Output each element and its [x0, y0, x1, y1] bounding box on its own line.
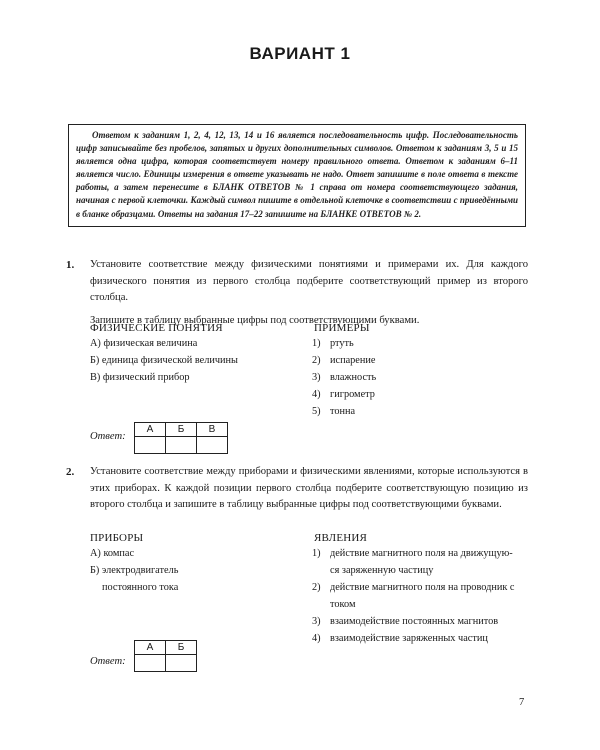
task-1-answer-label: Ответ:: [90, 431, 126, 442]
instructions-box: [68, 124, 526, 227]
list-item: 3) взаимодействие постоянных магнитов: [312, 616, 499, 627]
task-1-text-block: [90, 257, 528, 329]
task-2-answer-label: Ответ:: [90, 656, 126, 667]
list-item: 1) действие магнитного поля на движущую-: [312, 548, 513, 559]
task-1-left-heading: ФИЗИЧЕСКИЕ ПОНЯТИЯ: [90, 322, 223, 334]
list-item: 5) тонна: [312, 406, 356, 417]
list-item: В) физический прибор: [90, 372, 190, 383]
list-item: 2) действие магнитного поля на проводник с: [312, 582, 515, 593]
task-1-text-2: Запишите в таблицу выбранные цифры под соответствующими буквами.: [90, 314, 420, 326]
answer-col-head: Б: [166, 423, 197, 437]
task-1-right-list: [312, 335, 376, 420]
answer-cell[interactable]: [166, 437, 197, 454]
page-title: ВАРИАНТ 1: [249, 44, 351, 63]
list-item: постоянного тока: [102, 582, 179, 593]
task-1-right-heading: ПРИМЕРЫ: [314, 322, 370, 334]
task-1-answer-table: [134, 422, 228, 454]
list-item: 1) ртуть: [312, 338, 354, 349]
list-item: током: [330, 599, 356, 610]
task-1-number: 1.: [66, 259, 75, 271]
instructions-text: Ответом к заданиям 1, 2, 4, 12, 13, 14 и 16 является последовательность цифр. Последовательность цифр записывайте без пробелов, запятых и других дополнительных символов. Ответом к заданиям 3, 5 и 15 является одна цифра, которая соответствует номеру правильного ответа. Ответом к заданиям 6–11 является число. Единицы измерения в ответе указывать не надо. Ответ запишите в поле ответа в тексте работы, а затем перенесите в БЛАНК ОТВЕТОВ № 1 справа от номера соответствующего задания, начиная с первой клеточки. Каждый символ пишите в отдельной клеточке в соответствии с приведёнными в бланке образцами. Ответы на задания 17–22 запишите на БЛАНКЕ ОТВЕТОВ № 2.: [76, 130, 518, 219]
task-2-left-list: [90, 545, 178, 596]
task-2-answer-table: [134, 640, 197, 672]
list-item: 3) влажность: [312, 372, 377, 383]
list-item: А) физическая величина: [90, 338, 198, 349]
answer-cell[interactable]: [197, 437, 228, 454]
answer-col-head: Б: [166, 641, 197, 655]
page-number: 7: [519, 697, 525, 708]
answer-col-head: А: [135, 423, 166, 437]
list-item: А) компас: [90, 548, 135, 559]
task-2-right-list: [312, 545, 515, 647]
task-2-right-heading: ЯВЛЕНИЯ: [314, 532, 368, 544]
list-item: 4) гигрометр: [312, 389, 375, 400]
list-item: ся заряженную частицу: [330, 565, 434, 576]
task-2-left-heading: ПРИБОРЫ: [90, 532, 144, 544]
answer-cell[interactable]: [135, 437, 166, 454]
list-item: Б) электродвигатель: [90, 565, 179, 576]
answer-col-head: А: [135, 641, 166, 655]
answer-cell[interactable]: [166, 655, 197, 672]
task-2-text-block: [90, 464, 528, 514]
task-1-left-list: [90, 335, 238, 386]
task-1-text: Установите соответствие между физическими понятиями и примерами их. Для каждого физического понятия из первого столбца подберите соответствующий пример из второго столбца.: [90, 259, 528, 303]
task-2-text: Установите соответствие между приборами и физическими явлениями, которые используются в этих приборах. К каждой позиции первого столбца подберите соответствующую позицию из второго столбца и запишите в таблицу выбранные цифры под соответствующими буквами.: [90, 466, 528, 510]
list-item: 2) испарение: [312, 355, 376, 366]
list-item: 4) взаимодействие заряженных частиц: [312, 633, 488, 644]
list-item: Б) единица физической величины: [90, 355, 238, 366]
task-2-number: 2.: [66, 466, 75, 478]
answer-col-head: В: [197, 423, 228, 437]
answer-cell[interactable]: [135, 655, 166, 672]
